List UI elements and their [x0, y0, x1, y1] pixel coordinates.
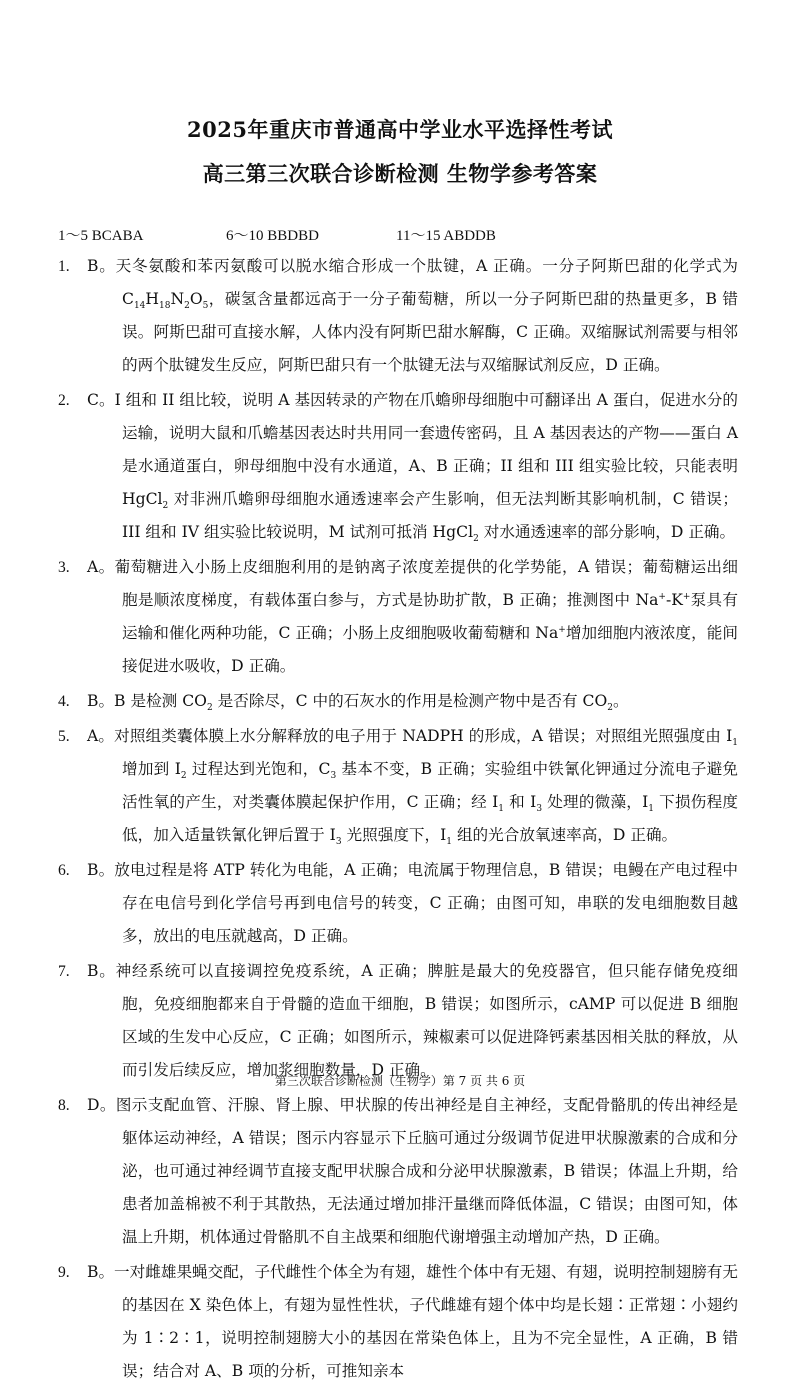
- subscript: 2: [180, 771, 187, 782]
- item-number: 9.: [58, 1264, 70, 1281]
- item-number: 4.: [58, 693, 70, 710]
- answer-item: [0, 1089, 800, 1254]
- answer-key-row: [58, 224, 496, 245]
- answer-item: [0, 854, 800, 953]
- answer-explanations: [0, 250, 800, 1390]
- answer-key-6-10: 6～10 BBDBD: [226, 228, 319, 244]
- subscript: 5: [202, 301, 209, 312]
- answer-item: [0, 685, 800, 718]
- explanation-text: 对非洲爪蟾卵母细胞水通透速率会产生影响，但无法判断其影响机制，C 错误；III 组和 IV 组实验比较说明，M 试剂可抵消 HgCl: [122, 490, 738, 541]
- explanation-text: 。: [613, 692, 629, 710]
- superscript: +: [558, 624, 566, 635]
- answer-item: [0, 250, 800, 382]
- subscript: 1: [446, 837, 452, 848]
- subscript: 1: [732, 738, 738, 749]
- document-title: 2025年重庆市普通高中学业水平选择性考试: [187, 117, 613, 142]
- item-number: 2.: [58, 392, 70, 409]
- explanation-text: 光照强度下，I: [341, 826, 447, 844]
- explanation-text: 泵具有运输和催化两种功能，C 正确；小肠上皮细胞吸收葡萄糖和 Na: [122, 591, 738, 642]
- explanation-text: A。对照组类囊体膜上水分解释放的电子用于 NADPH 的形成，A 错误；对照组光照强度由 I: [87, 727, 733, 745]
- answer-key-11-15: 11～15 ABDDB: [396, 228, 496, 244]
- explanation-text: 对水通透速率的部分影响，D 正确。: [478, 523, 736, 541]
- answer-item: [0, 1256, 800, 1388]
- superscript: +: [682, 591, 691, 602]
- explanation-text: 下损伤程度低，加入适量铁氰化钾后置于 I: [122, 793, 739, 844]
- subscript: 2: [206, 703, 213, 714]
- explanation-text: 增加细胞内液浓度，能间接促进水吸收，D 正确。: [122, 624, 738, 675]
- answer-item: [0, 720, 800, 852]
- explanation-text: B。神经系统可以直接调控免疫系统，A 正确；脾脏是最大的免疫器官，但只能存储免疫细胞，免疫细胞都来自于骨髓的造血干细胞，B 错误；如图所示，cAMP 可以促进 B 细胞区域的生发中心反应，C 正确；如图所示，辣椒素可以促进降钙素基因相关肽的释放，从而引发后续反应，增加浆细胞数量，D 正确。: [87, 962, 738, 1079]
- subscript: 2: [162, 501, 169, 512]
- explanation-text: C。I 组和 II 组比较，说明 A 基因转录的产物在爪蟾卵母细胞中可翻译出 A 蛋白，促进水分的运输，说明大鼠和爪蟾基因表达时共用同一套遗传密码，且 A 基因表达的产物——蛋白 A 是水通道蛋白，卵母细胞中没有水通道，A、B 正确；II 组和 III 组实验比较，只能表明 HgCl: [87, 391, 738, 508]
- subscript: 3: [536, 804, 543, 815]
- page-footer: 第三次联合诊断检测（生物学）第 7 页 共 6 页: [274, 1074, 526, 1088]
- explanation-text: -K: [665, 591, 683, 609]
- explanation-text: N: [170, 290, 185, 308]
- subscript: 1: [648, 804, 654, 815]
- explanation-text: B。天冬氨酸和苯丙氨酸可以脱水缩合形成一个肽键，A 正确。一分子阿斯巴甜的化学式为 C: [87, 257, 738, 308]
- explanation-text: ，碳氢含量都远高于一分子葡萄糖，所以一分子阿斯巴甜的热量更多，B 错误。阿斯巴甜可直接水解，人体内没有阿斯巴甜水解酶，C 正确。双缩脲试剂需要与相邻的两个肽键发生反应，阿斯巴甜只有一个肽键无法与双缩脲试剂反应，D 正确。: [122, 290, 738, 374]
- document-subtitle: 高三第三次联合诊断检测 生物学参考答案: [202, 161, 598, 186]
- subscript: 2: [184, 301, 190, 312]
- explanation-text: B。B 是检测 CO: [87, 692, 207, 710]
- item-number: 1.: [58, 258, 70, 275]
- subscript: 3: [335, 837, 342, 848]
- explanation-text: H: [145, 290, 159, 308]
- answer-item: [0, 551, 800, 683]
- subscript: 1: [498, 804, 504, 815]
- explanation-text: B。一对雌雄果蝇交配，子代雌性个体全为有翅，雄性个体中有无翅、有翅，说明控制翅膀有无的基因在 X 染色体上，有翅为显性性状，子代雌雄有翅个体中均是长翅∶正常翅∶小翅约为 1∶2∶1，说明控制翅膀大小的基因在常染色体上，且为不完全显性，A 正确，B 错误；结合对 A、B 项的分析，可推知亲本: [87, 1263, 738, 1380]
- explanation-text: A。葡萄糖进入小肠上皮细胞利用的是钠离子浓度差提供的化学势能，A 错误；葡萄糖运出细胞是顺浓度梯度，有载体蛋白参与，方式是协助扩散，B 正确；推测图中 Na: [87, 558, 738, 609]
- explanation-text: O: [189, 290, 203, 308]
- explanation-text: B。放电过程是将 ATP 转化为电能，A 正确；电流属于物理信息，B 错误；电鳗在产电过程中存在电信号到化学信号再到电信号的转变，C 正确；由图可知，串联的发电细胞数目越多，放出的电压就越高，D 正确。: [87, 861, 738, 945]
- item-number: 6.: [58, 862, 70, 879]
- answer-item: [0, 955, 800, 1087]
- item-number: 5.: [58, 728, 70, 745]
- explanation-text: 和 I: [504, 793, 537, 811]
- explanation-text: 是否除尽，C 中的石灰水的作用是检测产物中是否有 CO: [212, 692, 608, 710]
- explanation-text: 基本不变，B 正确；实验组中铁氰化钾通过分流电子避免活性氧的产生，对类囊体膜起保护作用，C 正确；经 I: [122, 760, 738, 811]
- explanation-text: D。图示支配血管、汗腺、肾上腺、甲状腺的传出神经是自主神经，支配骨骼肌的传出神经是躯体运动神经，A 错误；图示内容显示下丘脑可通过分级调节促进甲状腺激素的合成和分泌，也可通过神经调节直接支配甲状腺合成和分泌甲状腺激素，B 错误；体温上升期，给患者加盖棉被不利于其散热，无法通过增加排汗量继而降低体温，C 错误；由图可知，体温上升期，机体通过骨骼肌不自主战栗和细胞代谢增强主动增加产热，D 正确。: [87, 1096, 738, 1246]
- explanation-text: 过程达到光饱和，C: [186, 760, 331, 778]
- answer-item: [0, 384, 800, 549]
- subscript: 18: [159, 301, 171, 312]
- explanation-text: 处理的微藻，I: [542, 793, 649, 811]
- explanation-text: 增加到 I: [122, 760, 181, 778]
- item-number: 8.: [58, 1097, 70, 1114]
- answer-key-1-5: 1～5 BCABA: [58, 228, 144, 244]
- explanation-text: 组的光合放氧速率高，D 正确。: [452, 826, 678, 844]
- subscript: 14: [133, 301, 146, 312]
- superscript: +: [658, 591, 666, 602]
- item-number: 3.: [58, 559, 70, 576]
- subscript: 2: [473, 534, 479, 545]
- subscript: 2: [607, 703, 613, 714]
- subscript: 3: [330, 771, 337, 782]
- item-number: 7.: [58, 963, 70, 980]
